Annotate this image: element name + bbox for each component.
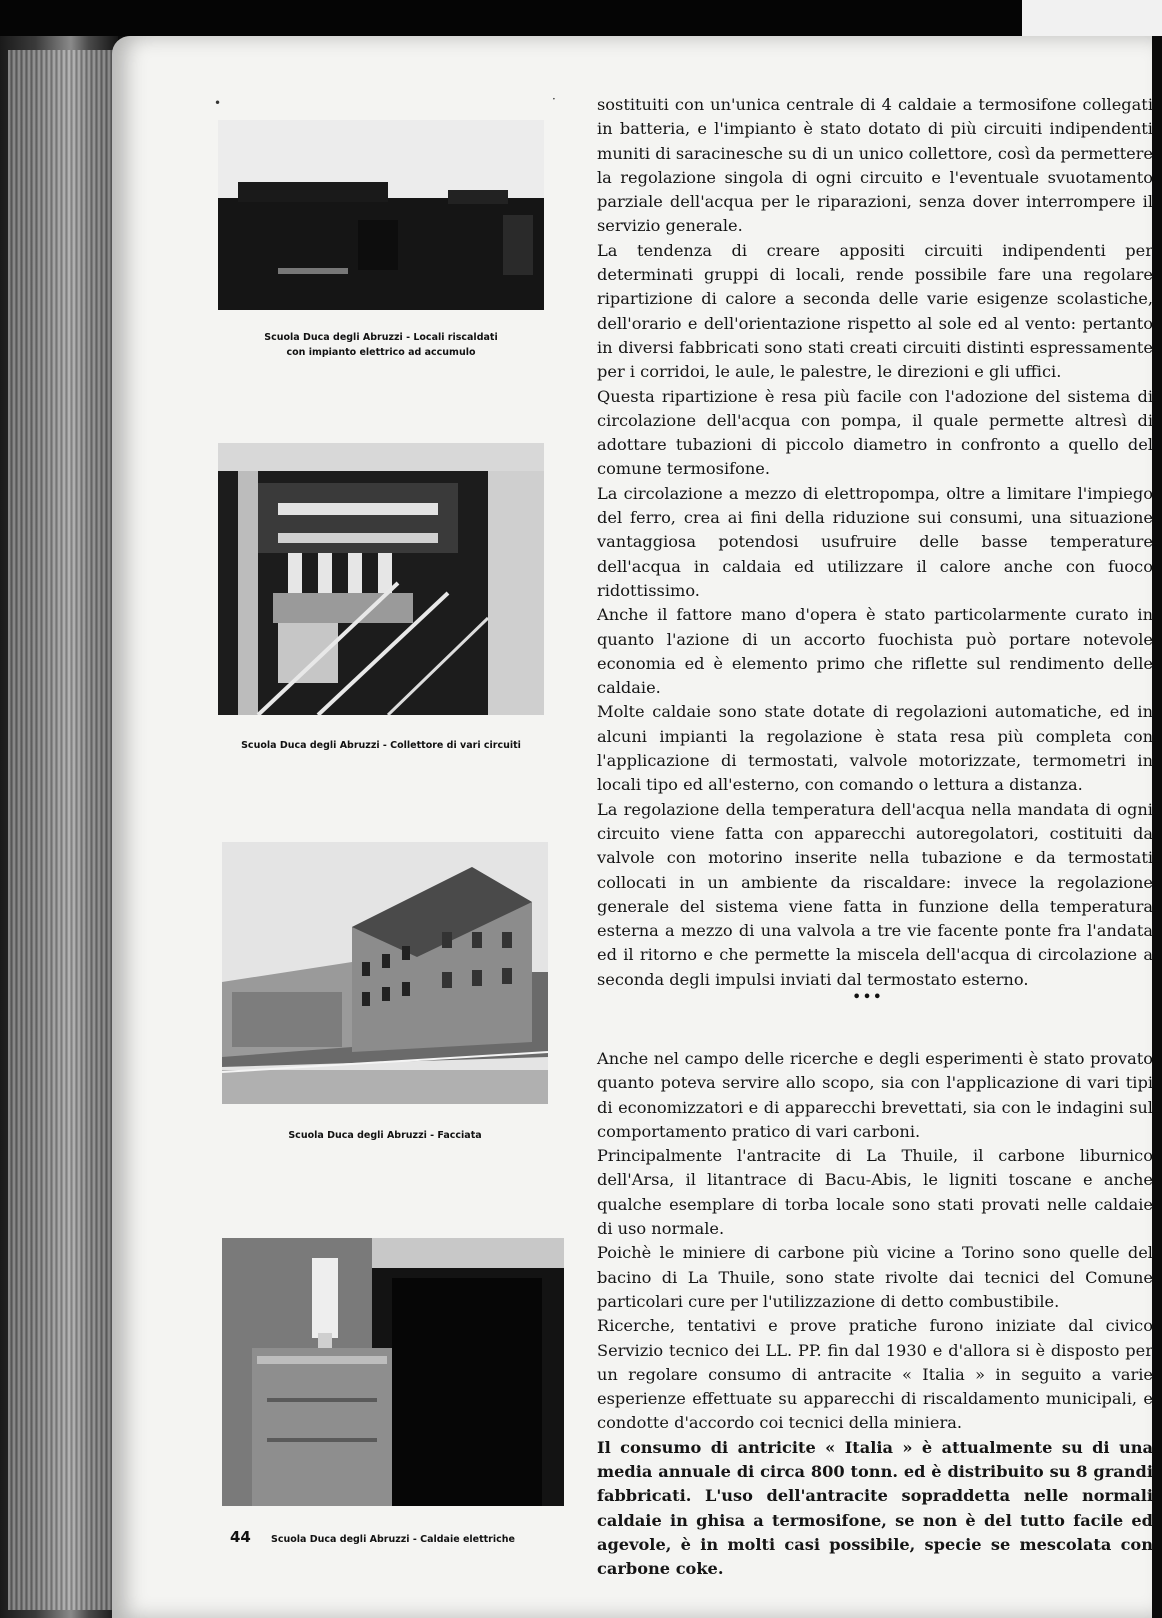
figure-caption-line: Scuola Duca degli Abruzzi - Locali riscaldati <box>264 332 498 343</box>
photo-school-facade-art <box>222 842 548 1104</box>
figure-caption-line: Scuola Duca degli Abruzzi - Facciata <box>288 1130 482 1141</box>
paragraph: La circolazione a mezzo di elettropompa, oltre a limitare l'impiego del ferro, crea ai fini della riduzione sui consumi, una situazione vantaggiosa potendosi usufruire delle basse temperature dell'acqua in caldaia ed utilizzare il calore anche con fuoco ridottissimo. <box>597 483 1153 600</box>
paragraph-bold: Il consumo di antricite « Italia » è attualmente su di una media annuale di circa 800 tonn. ed è distribuito su 8 grandi fabbricati. L'uso dell'antracite sopraddetta nelle normali caldaie in ghisa a termosifone, se non è del tutto facile ed agevole, è in molti casi possibile, specie se mescolata con carbone coke. <box>597 1437 1153 1579</box>
figure-caption <box>222 1128 548 1143</box>
paragraph: La tendenza di creare appositi circuiti indipendenti per determinati gruppi di locali, rende possibile fare una regolare ripartizione di calore a seconda delle varie esigenze scolastiche, dell'orario e dell'orientazione rispetto al sole ed al vento: pertanto in diversi fabbricati sono stati creati circuiti distinti espressamente per i corridoi, le aule, le palestre, le direzioni e gli uffici. <box>597 240 1153 382</box>
figure-caption <box>218 738 544 753</box>
figure-caption-line: con impianto elettrico ad accumulo <box>286 347 476 358</box>
section-separator: ••• <box>852 990 884 1005</box>
paragraph: Molte caldaie sono state dotate di regolazioni automatiche, ed in alcuni impianti la regolazione è stata resa più completa con l'applicazione di termostati, valvole motorizzate, termometri in locali tipo ed all'esterno, con comando o lettura a distanza. <box>597 702 1153 795</box>
photo-school-facade <box>222 842 548 1104</box>
paragraph: Questa ripartizione è resa più facile con l'adozione del sistema di circolazione dell'acqua con pompa, il quale permette altresì di adottare tubazioni di piccolo diametro in confronto a quello del comune termosifone. <box>597 386 1153 479</box>
scan-top-border <box>0 0 1162 36</box>
paragraph: sostituiti con un'unica centrale di 4 caldaie a termosifone collegati in batteria, e l'impianto è stato dotato di più circuiti indipendenti muniti di saracinesche su di un unico collettore, così da permettere la regolazione singola di ogni circuito e l'eventuale svuotamento parziale dell'acqua per le riparazioni, senza dover interrompere il servizio generale. <box>597 95 1153 236</box>
figure-caption <box>218 330 544 360</box>
paragraph: Ricerche, tentativi e prove pratiche furono iniziate dal civico Servizio tecnico dei LL. PP. fin dal 1930 e d'allora si è disposto per un regolare consumo di antracite « Italia » in seguito a varie esperienze effettuate su apparecchi di riscaldamento municipali, e condotte d'accordo coi tecnici della miniera. <box>597 1316 1153 1433</box>
figure-caption <box>222 1532 564 1547</box>
photo-pipe-collector <box>218 443 544 715</box>
paragraph: Anche nel campo delle ricerche e degli esperimenti è stato provato quanto poteva servire allo scopo, sia con l'applicazione di vari tipi di economizzatori e di apparecchi brevettati, sia con le indagini sul comportamento pratico di vari carboni. <box>597 1049 1153 1141</box>
scan-top-tab <box>1022 0 1162 36</box>
photo-building-exterior <box>218 120 544 310</box>
paragraph: Principalmente l'antracite di La Thuile, il carbone liburnico dell'Arsa, il litantrace di Bacu-Abis, le ligniti toscane e anche qualche esemplare di torba locale sono stati provati nelle caldaie di uso normale. <box>597 1146 1153 1239</box>
photo-pipe-collector-art <box>218 443 544 715</box>
scan-mark: • <box>214 96 222 110</box>
article-text-upper <box>597 93 1153 992</box>
paragraph: Anche il fattore mano d'opera è stato particolarmente curato in quanto l'azione di un accorto fuochista può portare notevole economia ed è elemento primo che riflette sul rendimento delle caldaie. <box>597 605 1153 698</box>
photo-electric-boiler <box>222 1238 564 1506</box>
page-number: 44 <box>230 1528 251 1546</box>
article-text-lower <box>597 1047 1153 1582</box>
paragraph: Poichè le miniere di carbone più vicine a Torino sono quelle del bacino di La Thuile, sono state rivolte dai tecnici del Comune particolari cure per l'utilizzazione di detto combustibile. <box>597 1243 1153 1311</box>
page-edges <box>8 50 120 1610</box>
photo-building-exterior-art <box>218 120 544 310</box>
paragraph: La regolazione della temperatura dell'acqua nella mandata di ogni circuito viene fatta con apparecchi autoregolatori, costituiti da valvole con motorino inserite nella tubazione e da termostati collocati in un ambiente da riscaldare: invece la regolazione generale del sistema viene fatta in funzione della temperatura esterna a mezzo di una valvola a tre vie facente ponte fra l'andata ed il ritorno e che permette la miscela dell'acqua di circolazione a seconda degli impulsi inviati dal termostato esterno. <box>597 799 1153 989</box>
scan-mark: · <box>552 92 556 106</box>
figure-caption-line: Scuola Duca degli Abruzzi - Collettore di vari circuiti <box>241 740 521 751</box>
photo-electric-boiler-art <box>222 1238 564 1506</box>
figure-caption-line: Scuola Duca degli Abruzzi - Caldaie elettriche <box>271 1534 515 1545</box>
